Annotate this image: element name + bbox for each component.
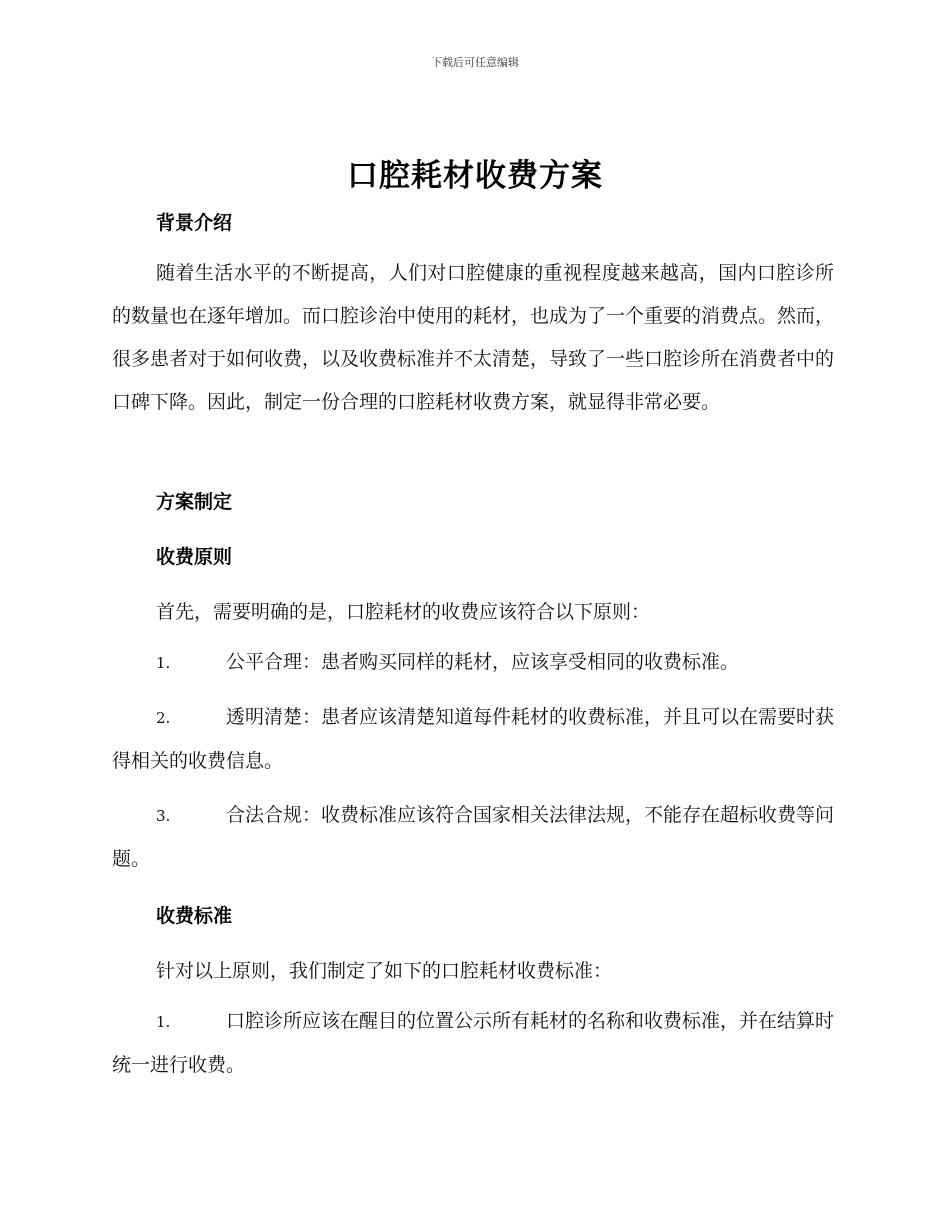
principle-item	[112, 696, 834, 783]
heading-background: 背景介绍	[156, 212, 233, 234]
document-title: 口腔耗材收费方案	[347, 158, 603, 194]
principle-item	[112, 641, 834, 685]
standard-item	[112, 1000, 834, 1087]
heading-standards: 收费标准	[156, 905, 233, 927]
heading-principles: 收费原则	[156, 546, 233, 568]
list-number: 3.	[156, 807, 171, 825]
principles-intro: 首先，需要明确的是，口腔耗材的收费应该符合以下原则：	[156, 601, 651, 623]
page-header: 下载后可任意编辑	[431, 56, 519, 69]
principle-item	[112, 794, 834, 881]
list-number: 1.	[156, 1013, 171, 1031]
list-text: 口腔诊所应该在醒目的位置公示所有耗材的名称和收费标准，并在结算时统一进行收费。	[112, 1010, 835, 1076]
list-number: 1.	[156, 654, 171, 672]
list-text: 合法合规：收费标准应该符合国家相关法律法规，不能存在超标收费等问题。	[112, 804, 835, 870]
list-text: 透明清楚：患者应该清楚知道每件耗材的收费标准，并且可以在需要时获得相关的收费信息。	[112, 706, 835, 772]
heading-plan: 方案制定	[156, 491, 233, 513]
standards-intro: 针对以上原则，我们制定了如下的口腔耗材收费标准：	[156, 960, 613, 982]
list-text: 公平合理：患者购买同样的耗材，应该享受相同的收费标准。	[226, 651, 740, 673]
list-number: 2.	[156, 709, 171, 727]
background-paragraph: 随着生活水平的不断提高，人们对口腔健康的重视程度越来越高，国内口腔诊所的数量也在逐年增加。而口腔诊治中使用的耗材，也成为了一个重要的消费点。然而，很多患者对于如何收费，以及收费标准并不太清楚，导致了一些口腔诊所在消费者中的口碑下降。因此，制定一份合理的口腔耗材收费方案，就显得非常必要。	[112, 262, 835, 413]
